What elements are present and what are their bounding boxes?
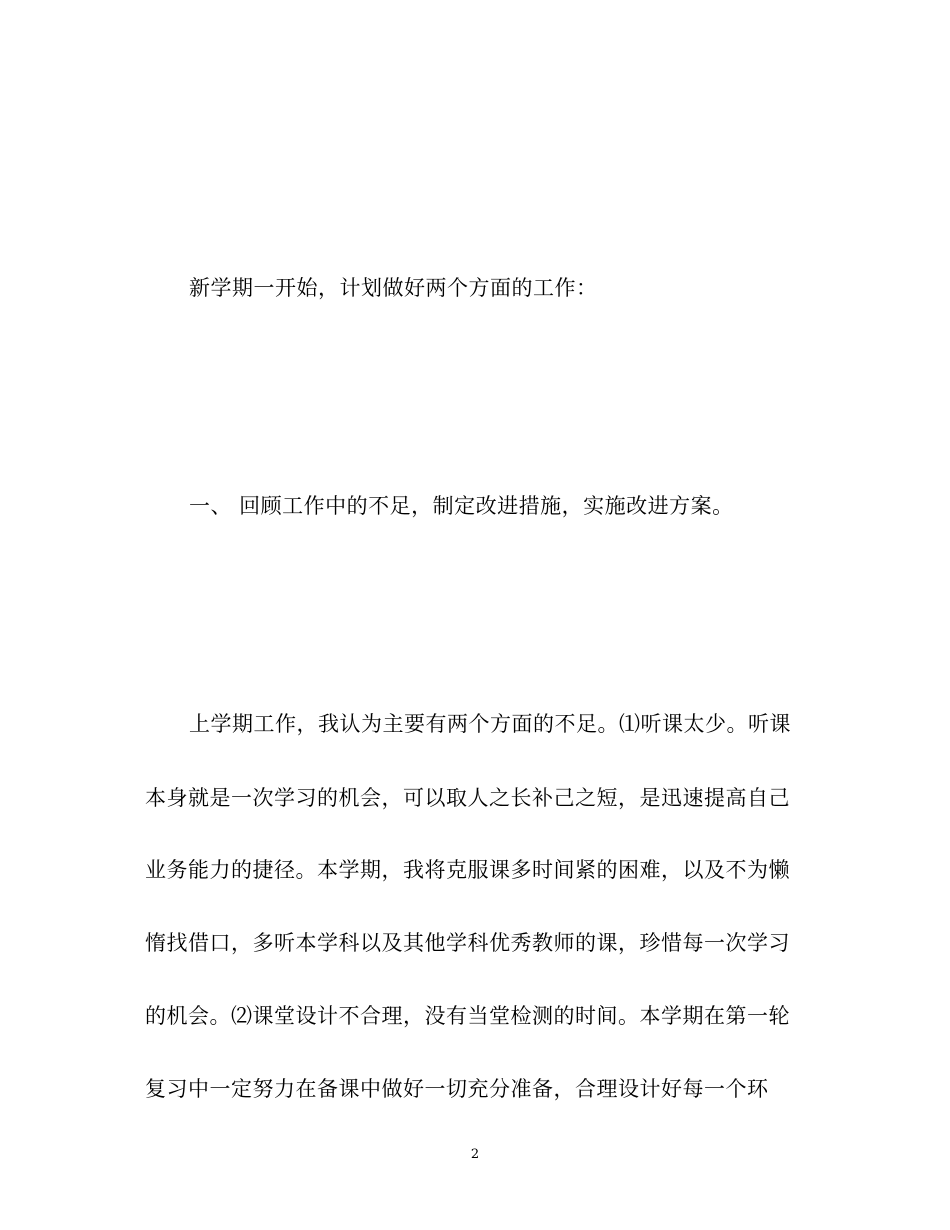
paragraph-intro: 新学期一开始，计划做好两个方面的工作： [189,276,598,300]
paragraph-line: 惰找借口，多听本学科以及其他学科优秀教师的课，珍惜每一次学习 [145,931,790,955]
page-number: 2 [470,1147,480,1162]
section-heading-1: 一、 回顾工作中的不足，制定改进措施，实施改进方案。 [189,494,734,518]
paragraph-line: 复习中一定努力在备课中做好一切充分准备，合理设计好每一个环 [145,1077,769,1101]
paragraph-line: 的机会。⑵课堂设计不合理，没有当堂检测的时间。本学期在第一轮 [145,1004,790,1028]
paragraph-line: 上学期工作，我认为主要有两个方面的不足。⑴听课太少。听课 [189,712,791,736]
paragraph-line: 业务能力的捷径。本学期，我将克服课多时间紧的困难，以及不为懒 [145,858,790,882]
paragraph-line: 本身就是一次学习的机会，可以取人之长补己之短，是迅速提高自己 [145,786,790,810]
